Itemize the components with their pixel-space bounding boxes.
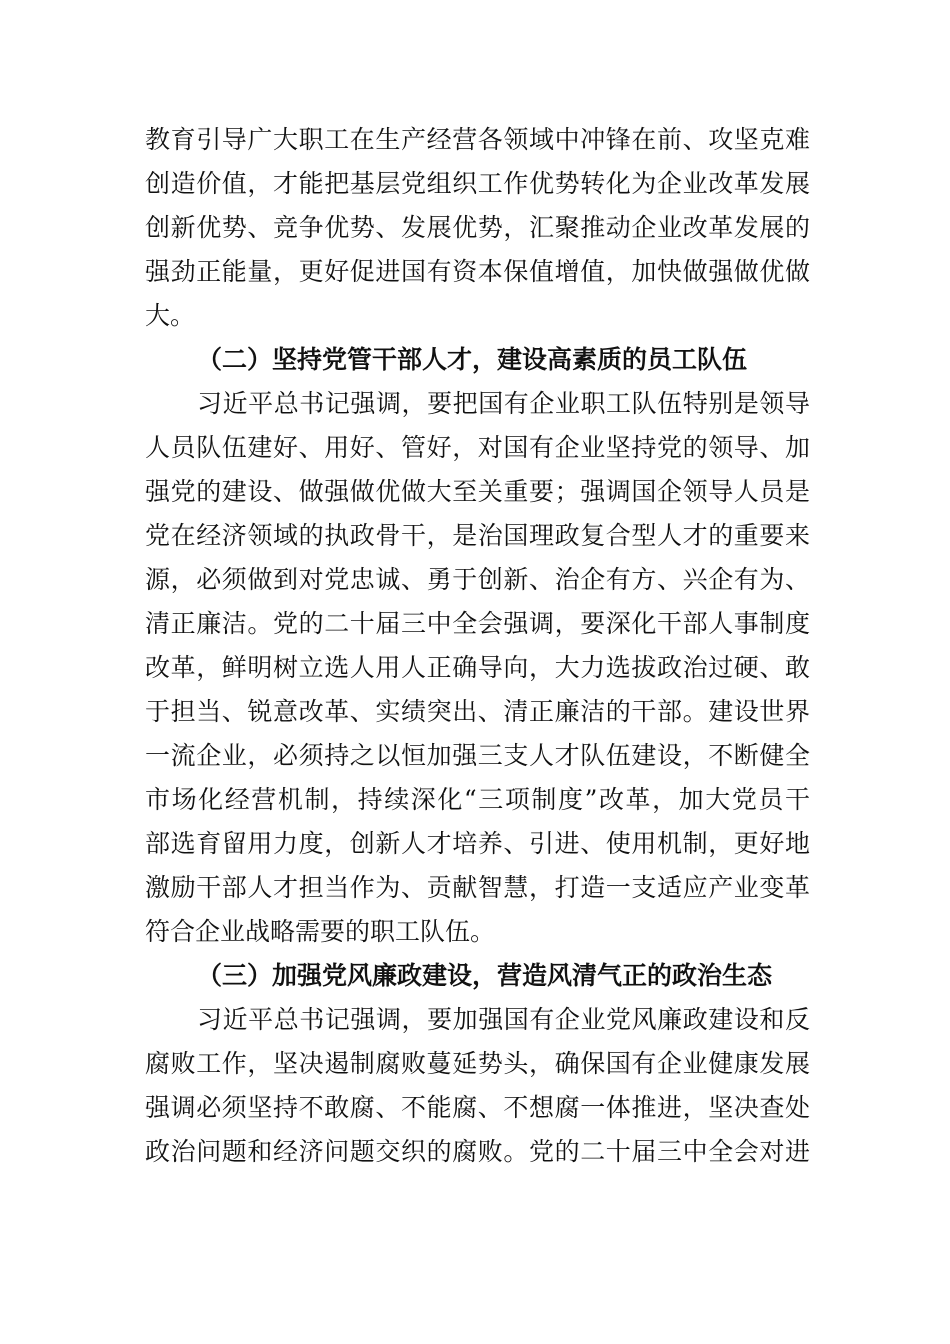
text-line: 部选育留用力度，创新人才培养、引进、使用机制，更好地 [145, 829, 810, 858]
section-heading-2: （二）坚持党管干部人才，建设高素质的员工队伍 [197, 345, 748, 374]
text-line: 创新优势、竞争优势、发展优势，汇聚推动企业改革发展的 [145, 213, 810, 242]
text-line: 人员队伍建好、用好、管好，对国有企业坚持党的领导、加 [145, 433, 810, 462]
text-line: 市场化经营机制，持续深化“三项制度”改革，加大党员干 [145, 785, 810, 814]
text-line: 腐败工作，坚决遏制腐败蔓延势头，确保国有企业健康发展 [145, 1049, 810, 1078]
text-line: 创造价值，才能把基层党组织工作优势转化为企业改革发展 [145, 169, 810, 198]
text-line: 强调必须坚持不敢腐、不能腐、不想腐一体推进，坚决查处 [145, 1093, 810, 1122]
section-heading-3: （三）加强党风廉政建设，营造风清气正的政治生态 [197, 961, 773, 990]
text-line: 习近平总书记强调，要加强国有企业党风廉政建设和反 [197, 1005, 810, 1034]
text-line: 一流企业，必须持之以恒加强三支人才队伍建设，不断健全 [145, 741, 810, 770]
text-line: 清正廉洁。党的二十届三中全会强调，要深化干部人事制度 [145, 609, 810, 638]
text-line: 改革，鲜明树立选人用人正确导向，大力选拔政治过硬、敢 [145, 653, 810, 682]
text-line: 激励干部人才担当作为、贡献智慧，打造一支适应产业变革 [145, 873, 810, 902]
text-line: 符合企业战略需要的职工队伍。 [145, 917, 496, 946]
text-line: 强劲正能量，更好促进国有资本保值增值，加快做强做优做 [145, 257, 810, 286]
text-line: 教育引导广大职工在生产经营各领域中冲锋在前、攻坚克难 [145, 125, 810, 154]
text-line: 大。 [145, 301, 196, 330]
text-line: 源，必须做到对党忠诚、勇于创新、治企有方、兴企有为、 [145, 565, 810, 594]
text-line: 党在经济领域的执政骨干，是治国理政复合型人才的重要来 [145, 521, 810, 550]
text-line: 政治问题和经济问题交织的腐败。党的二十届三中全会对进 [145, 1137, 810, 1166]
text-line: 强党的建设、做强做优做大至关重要；强调国企领导人员是 [145, 477, 810, 506]
text-line: 习近平总书记强调，要把国有企业职工队伍特别是领导 [197, 389, 810, 418]
text-line: 于担当、锐意改革、实绩突出、清正廉洁的干部。建设世界 [145, 697, 810, 726]
